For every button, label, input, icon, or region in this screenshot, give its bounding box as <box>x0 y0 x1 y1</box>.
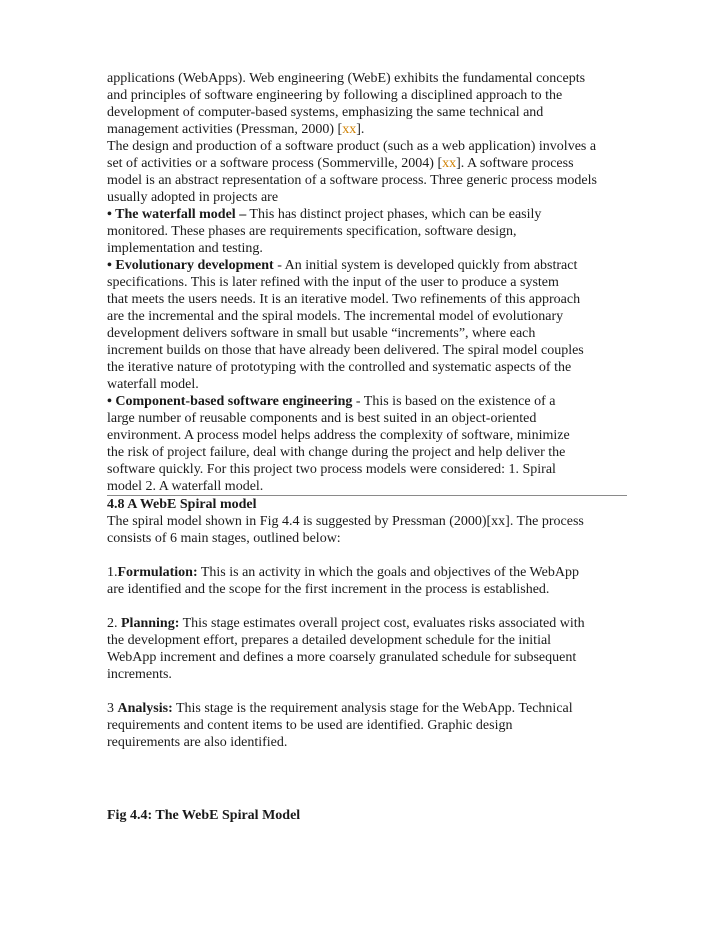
waterfall-term: The waterfall model – <box>115 207 247 222</box>
figure-caption: Fig 4.4: The WebE Spiral Model <box>107 808 301 823</box>
planning-line-1: This stage estimates overall project cost, evaluates risks associated with <box>179 616 585 631</box>
evolutionary-line-1: - An initial system is developed quickly from abstract <box>273 258 578 273</box>
component-line-4: the risk of project failure, deal with change during the project and help deliver the <box>107 445 566 460</box>
evolutionary-line-4: are the incremental and the spiral models. The incremental model of evolutionary <box>107 309 564 324</box>
formulation-line-2: are identified and the scope for the first increment in the process is established. <box>107 582 550 597</box>
evolutionary-item <box>107 257 627 274</box>
section-heading: 4.8 A WebE Spiral model <box>107 497 257 512</box>
bullet: • <box>107 207 116 222</box>
evolutionary-line-3: that meets the users needs. It is an iterative model. Two refinements of this approach <box>107 292 581 307</box>
reference-placeholder: xx <box>442 156 457 171</box>
intro-line-4-text: management activities (Pressman, 2000) [ <box>107 122 343 137</box>
item-number: 1. <box>107 565 118 580</box>
intro-line-6 <box>107 155 627 172</box>
bullet: • <box>107 258 116 273</box>
analysis-item <box>107 700 627 717</box>
waterfall-line-3: implementation and testing. <box>107 241 263 256</box>
component-line-5: software quickly. For this project two process models were considered: 1. Spiral <box>107 462 556 477</box>
intro-line-3: development of computer-based systems, emphasizing the same technical and <box>107 105 544 120</box>
evolutionary-line-5: development delivers software in small but usable “increments”, where each <box>107 326 536 341</box>
component-line-3: environment. A process model helps address the complexity of software, minimize <box>107 428 570 443</box>
intro-line-6-text: set of activities or a software process (Sommerville, 2004) [ <box>107 156 443 171</box>
evolutionary-line-6: increment builds on those that have already been delivered. The spiral model couples <box>107 343 584 358</box>
intro-line-4 <box>107 121 627 138</box>
component-item <box>107 393 627 410</box>
spacer <box>107 683 627 700</box>
planning-item <box>107 615 627 632</box>
component-line-2: large number of reusable components and is best suited in an object-oriented <box>107 411 537 426</box>
intro-line-1: applications (WebApps). Web engineering (WebE) exhibits the fundamental concepts <box>107 71 586 86</box>
spacer <box>107 598 627 615</box>
component-term: Component-based software engineering <box>115 394 353 409</box>
waterfall-line-1: This has distinct project phases, which can be easily <box>246 207 542 222</box>
analysis-line-2: requirements and content items to be used are identified. Graphic design <box>107 718 513 733</box>
planning-line-4: increments. <box>107 667 172 682</box>
section-paragraph-line-1: The spiral model shown in Fig 4.4 is suggested by Pressman (2000)[xx]. The process <box>107 514 584 529</box>
intro-line-8: usually adopted in projects are <box>107 190 279 205</box>
waterfall-item <box>107 206 627 223</box>
intro-line-5: The design and production of a software product (such as a web application) involves a <box>107 139 597 154</box>
evolutionary-term: Evolutionary development <box>115 258 274 273</box>
analysis-line-1: This stage is the requirement analysis stage for the WebApp. Technical <box>172 701 573 716</box>
waterfall-line-2: monitored. These phases are requirements specification, software design, <box>107 224 517 239</box>
intro-line-6-end: ]. A software process <box>456 156 574 171</box>
analysis-term: Analysis: <box>117 701 173 716</box>
document-body <box>107 70 627 751</box>
intro-line-2: and principles of software engineering by following a disciplined approach to the <box>107 88 563 103</box>
planning-term: Planning: <box>121 616 180 631</box>
component-line-6: model 2. A waterfall model. <box>107 478 627 496</box>
planning-line-3: WebApp increment and defines a more coarsely granulated schedule for subsequent <box>107 650 577 665</box>
evolutionary-line-8: waterfall model. <box>107 377 199 392</box>
analysis-line-3: requirements are also identified. <box>107 735 288 750</box>
intro-line-4-end: ]. <box>356 122 365 137</box>
evolutionary-line-2: specifications. This is later refined with the input of the user to produce a system <box>107 275 559 290</box>
evolutionary-line-7: the iterative nature of prototyping with the controlled and systematic aspects of the <box>107 360 572 375</box>
planning-line-2: the development effort, prepares a detailed development schedule for the initial <box>107 633 552 648</box>
item-number: 2. <box>107 616 121 631</box>
formulation-line-1: This is an activity in which the goals and objectives of the WebApp <box>197 565 579 580</box>
formulation-term: Formulation: <box>117 565 198 580</box>
formulation-item <box>107 564 627 581</box>
bullet: • <box>107 394 116 409</box>
item-number: 3 <box>107 701 118 716</box>
intro-line-7: model is an abstract representation of a software process. Three generic process models <box>107 173 597 188</box>
component-line-1: - This is based on the existence of a <box>352 394 556 409</box>
reference-placeholder: xx <box>342 122 357 137</box>
section-paragraph-line-2: consists of 6 main stages, outlined below: <box>107 531 341 546</box>
spacer <box>107 547 627 564</box>
